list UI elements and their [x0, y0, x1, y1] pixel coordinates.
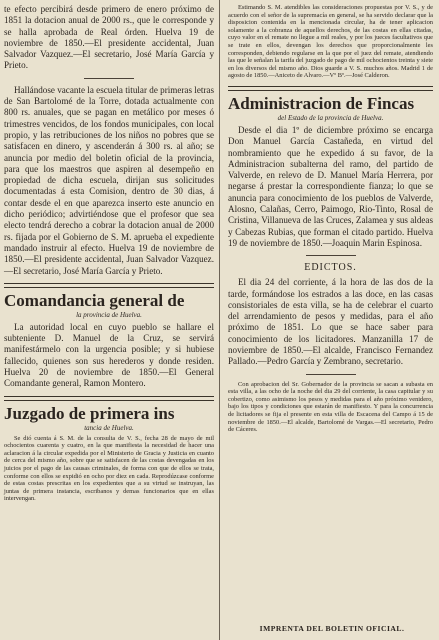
heading-comandancia: Comandancia general de: [4, 290, 185, 310]
left-column: [4, 4, 214, 503]
paragraph-escuela-san-bartolome: Hallándose vacante la escuela titular de primeras letras de San Bartolomé de la Torre, dotada actualmente con 800 rs. anuales, que se pagan en metálico por meses ó trimestres vencidos, de los fondos municipales, con local propio, y las retribuciones de los niños no pobres que se satisfacen en dinero, y ascenderán á 300 rs. al año; se anuncia por medio del boletin oficial de la provincia, para que los maestros que aspiren al desempeño en propiedad de dicha escuela, dirijan sus solicitudes documentadas á esta Comision, dentro de 30 dias, á contar desde el en que aparezca inserto este anuncio en dicho periódico; advirtiéndose que el profesor que sea electo tendrá derecho a cobrar la dotacion anual de 2000 rs. fijada por el Gobierno de S. M. aprueba el expediente mandado instruir al efecto. Huelva 19 de noviembre de 1850.—El presidente accidental, Juan Salvador Vazquez.—El secretario, José María García y Prieto.: [4, 84, 214, 276]
subheading-comandancia: la provincia de Huelva.: [76, 310, 142, 319]
section-rule: [4, 396, 214, 401]
imprenta-footer: IMPRENTA DEL BOLETIN OFICIAL.: [259, 624, 405, 633]
right-column: [228, 4, 433, 434]
column-divider: [219, 0, 220, 640]
section-rule: [4, 283, 214, 288]
separator: [84, 78, 134, 79]
heading-juzgado: Juzgado de primera ins: [4, 403, 175, 423]
separator: [306, 374, 356, 375]
paragraph-juzgado: Se dió cuenta á S. M. de la consulta de V. S., fecha 28 de mayo de mil ochocientos cuarenta y cuatro, en la que manifiesta la necesidad de hacer una aclaracion á la circular expedida por el Ministerio de Gracia y Justicia en cuanto de cerca del mismo año, sobre que se satisfacen de las costas devengadas en los juicios por el pago de las causas criminales, de forma con que de ellos se trata, conforme con ellos se expidió en ocho por diez en cada. Reprodúzcase conforme de estas costas prescritas en los expedientes que a su virtud se instruyan, las juntas de primera instancia, escribanos y demas funcionarios que en ellas intervengan.: [4, 434, 214, 503]
heading-administracion: Administracion de Fincas: [228, 93, 415, 113]
section-rule: [228, 86, 433, 91]
subheading-administracion: del Estado de la provincia de Huelva.: [277, 113, 384, 122]
heading-edictos: EDICTOS.: [304, 262, 357, 274]
paragraph-estimando: Estimando S. M. atendibles las consideraciones propuestas por V. S., y de acuerdo con el señor de la supremacía en general, se ha servido declarar que la disposicion contenida en la mencionada circular, ha de tener aplicacion solamente a la cobranza de aquellos derechos, de las costas en ellas citadas, cuyo valor en el remate no llegue a mil reales, y por los jueces facultativos que se trate en ellos, devengan los derechos que proporcionalmente les corresponden, debiendo regularse en la que por el juez del remate, atendiendo las que le señalan la tarifa del juzgado de pago de mil ochocientos treinta y siete en los diversos del mismo año. Dios guarde a V. S. muchos años. Madrid 1 de agosto de 1850.—Aniceto de Alvaro.—Vº Bº.—José Calderon.: [228, 4, 433, 80]
paragraph-edicto-escacena: Con aprobacion del Sr. Gobernador de la provincia se sacan a subasta en esta villa, a las ocho de la noche del dia 29 del corriente, la casa capitular y su cobertizo, como asimismo los pesos y medidas para el año próximo venidero, bajo los tipos y condiciones que estarán de manifiesto. Y para la concurrencia de licitadores se fija el presente en esta villa de Escacena del Campo á 15 de noviembre de 1850.—El alcalde, Bartolomé de Vargas.—El secretario, Pedro de Cáceres.: [228, 380, 433, 434]
separator: [306, 255, 356, 256]
paragraph-administracion: Desde el dia 1º de diciembre próximo se encarga Don Manuel García Castañeda, en virtud del nombramiento que he expedido á su favor, de la Administracion subalterna del ramo, del partido de Valverde, en relevo de D. Manuel María Herrera, por negarse á prestar la correspondiente fianza; lo que se anuncia para conocimiento de los pueblos de Valverde, Alosno, Calañas, Cerro, Paimogo, Rio-Tinto, Rosal de Cristina, Villanueva de las Cruces, Zalamea y sus aldeas y Cabezas Rubias, que forman el citado partido. Huelva 19 de noviembre de 1850.—Joaquin Marin Espinosa.: [228, 124, 433, 248]
paragraph-edicto-manzanilla: El dia 24 del corriente, á la hora de las dos de la tarde, formándose los estrados a las doce, en las casas consistoriales de esta villa, se ha de celebrar el cuarto del arrendamiento de pesos y medidas, para el año próximo de 1851. Lo que se hace saber para conocimiento de los licitadores. Manzanilla 17 de noviembre de 1850.—El alcalde, Francisco Fernandez Pallado.—Pedro García y Zembrano, secretario.: [228, 277, 433, 367]
subheading-juzgado: tancia de Huelva.: [84, 423, 134, 432]
paragraph-comandancia: La autoridad local en cuyo pueblo se hallare el subteniente D. Manuel de la Cruz, se servirá manifestármelo con la urgencia posible; y si hubiese fallecido, quienes son sus herederos y donde residen. Huelva 20 de noviembre de 1850.—El General Comandante general, Ramon Montero.: [4, 321, 214, 389]
paragraph-escuela-end: te efecto percibirá desde primero de enero próximo de 1851 la dotacion anual de 2000 rs., que le corresponde y se halla aprobada de Real órden. Huelva 19 de noviembre de 1850.—El presidente accidental, Juan Salvador Vazquez.—El secretario, José María García y Prieto.: [4, 4, 214, 71]
